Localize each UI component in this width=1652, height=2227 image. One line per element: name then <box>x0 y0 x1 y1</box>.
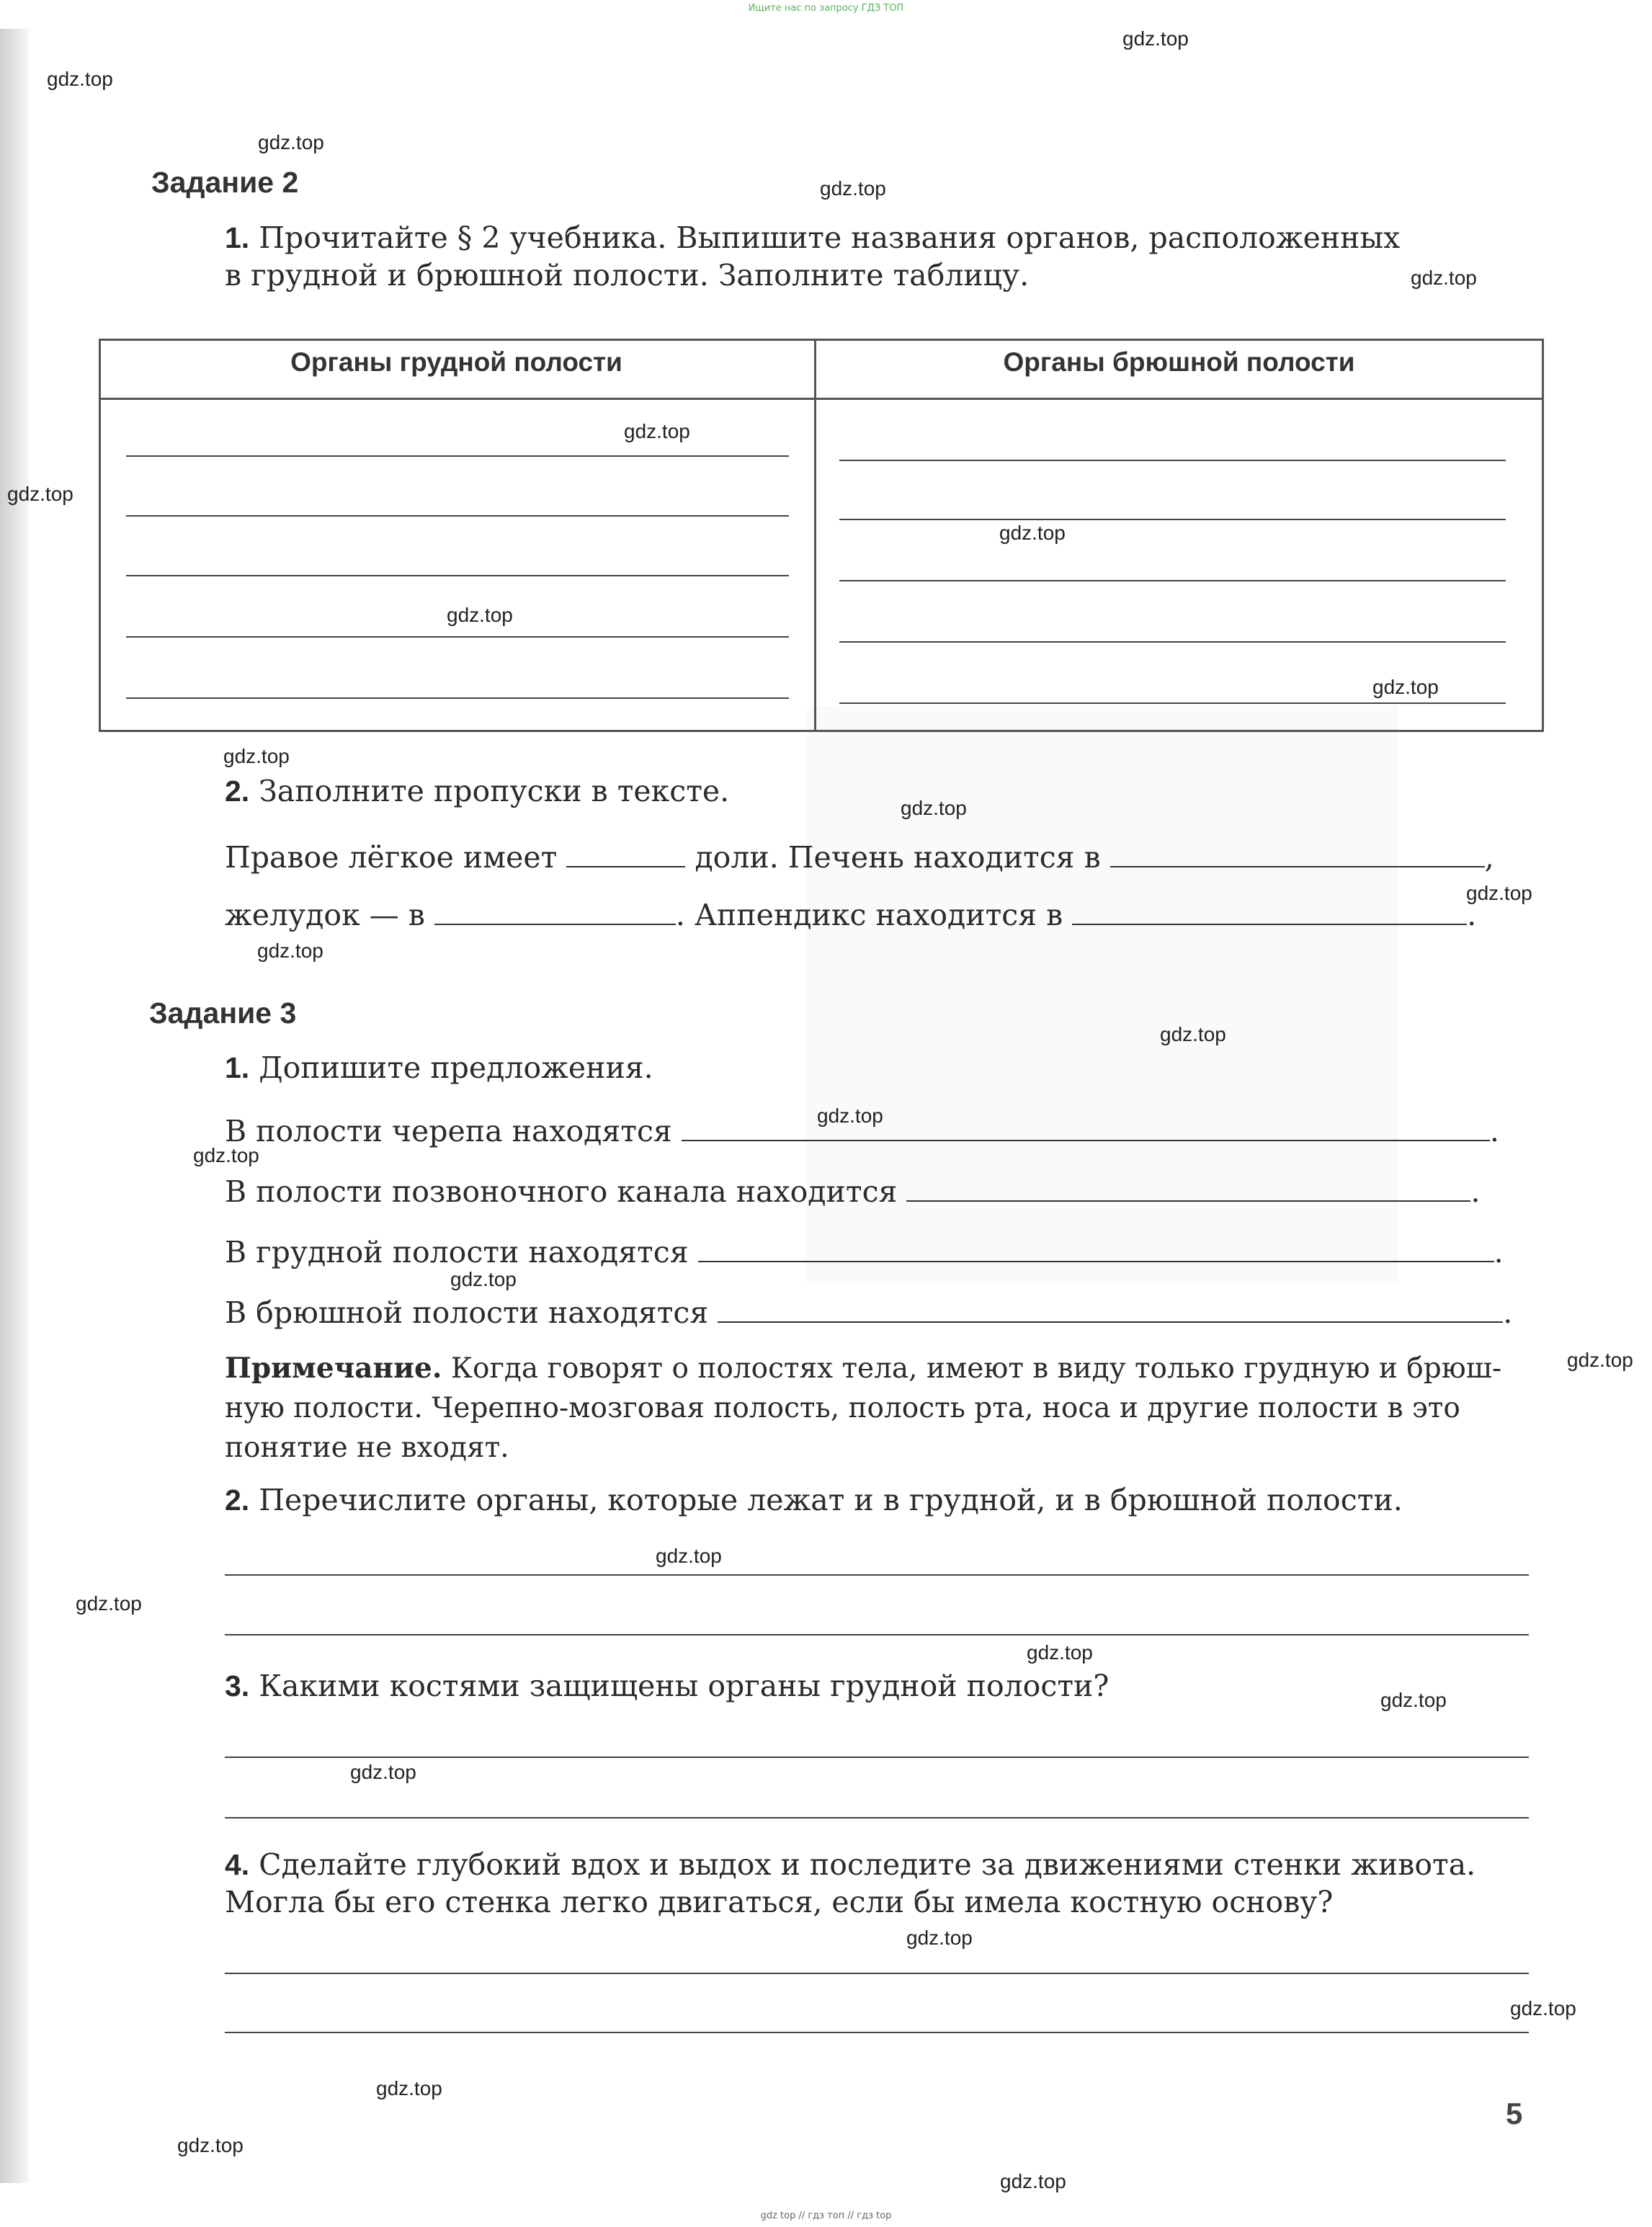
fill-text-a: Правое лёгкое имеет <box>225 840 558 875</box>
watermark: gdz.top <box>177 2134 244 2156</box>
page-number: 5 <box>1506 2097 1523 2130</box>
watermark: gdz.top <box>76 1592 142 1615</box>
answer-line[interactable] <box>225 1757 1529 1758</box>
table-column-divider <box>814 339 816 730</box>
watermark: gdz.top <box>1411 267 1477 289</box>
fill-blank[interactable] <box>718 1297 1503 1323</box>
sentence-dot: . <box>1503 1295 1513 1330</box>
sentence-chest <box>225 1236 1504 1267</box>
task3-q1-text: Допишите предложения. <box>259 1050 653 1085</box>
table-answer-line[interactable] <box>839 580 1506 581</box>
task2-q1-line1 <box>225 220 1401 255</box>
task3-q2-number: 2. <box>225 1483 250 1517</box>
watermark: gdz.top <box>817 1104 883 1127</box>
task3-q3-text: Какими костями защищены органы грудной полости? <box>259 1669 1109 1703</box>
task3-q4-line2: Могла бы его стенка легко двигаться, если бы имела костную основу? <box>225 1885 1334 1919</box>
note-text-1: Когда говорят о полостях тела, имеют в виду только грудную и брюш- <box>450 1352 1502 1385</box>
table-header-abdomen: Органы брюшной полости <box>1003 347 1355 377</box>
table-answer-line[interactable] <box>839 641 1506 643</box>
watermark: gdz.top <box>656 1545 722 1567</box>
note-line-1 <box>225 1352 1502 1385</box>
sentence-abdomen-text: В брюшной полости находятся <box>225 1295 709 1330</box>
table-answer-line[interactable] <box>126 697 789 699</box>
table-answer-line[interactable] <box>839 460 1506 461</box>
sentence-dot: . <box>1494 1235 1504 1269</box>
watermark: gdz.top <box>1000 2170 1066 2192</box>
sentence-skull-text: В полости черепа находятся <box>225 1114 672 1148</box>
table-header-chest: Органы грудной полости <box>290 347 622 377</box>
fill-blank[interactable] <box>566 842 685 867</box>
watermark: gdz.top <box>1567 1349 1633 1371</box>
fill-text-e: . Аппендикс находится в <box>675 898 1063 932</box>
fill-text-c: , <box>1484 840 1494 875</box>
watermark: gdz.top <box>901 797 967 819</box>
sentence-spinal-text: В полости позвоночного канала находится <box>225 1174 898 1209</box>
sentence-dot: . <box>1470 1174 1481 1209</box>
watermark: gdz.top <box>906 1927 973 1949</box>
watermark: gdz.top <box>193 1144 259 1166</box>
task2-q2-number: 2. <box>225 775 250 808</box>
note-line-2: ную полости. Черепно-мозговая полость, полость рта, носа и другие полости в это <box>225 1392 1460 1424</box>
watermark: gdz.top <box>624 420 690 442</box>
watermark: gdz.top <box>1372 676 1439 698</box>
watermark: gdz.top <box>1160 1023 1226 1045</box>
table-answer-line[interactable] <box>839 702 1506 704</box>
table-answer-line[interactable] <box>126 455 789 457</box>
fill-blank[interactable] <box>1072 899 1467 925</box>
task2-q1-number: 1. <box>225 221 250 254</box>
task3-q1-number: 1. <box>225 1051 250 1084</box>
fill-text-b: доли. Печень находится в <box>695 840 1101 875</box>
watermark: gdz.top <box>1380 1689 1447 1711</box>
fill-blank[interactable] <box>698 1236 1494 1262</box>
task3-q4-line1 <box>225 1847 1476 1882</box>
fill-blank[interactable] <box>1110 842 1485 867</box>
sentence-chest-text: В грудной полости находятся <box>225 1235 689 1269</box>
task2-q1-text-1: Прочитайте § 2 учебника. Выпишите названия органов, расположенных <box>259 220 1401 255</box>
top-banner: Ищите нас по запросу ГДЗ ТОП <box>748 3 904 14</box>
fill-text-f: . <box>1467 898 1477 932</box>
answer-line[interactable] <box>225 2032 1529 2033</box>
fill-blank[interactable] <box>682 1115 1490 1141</box>
sentence-abdomen <box>225 1297 1512 1328</box>
bottom-banner: gdz top // гдз топ // гдз top <box>760 2210 892 2221</box>
fill-text-d: желудок — в <box>225 898 425 932</box>
task2-q2 <box>225 774 730 808</box>
task2-q2-text: Заполните пропуски в тексте. <box>259 774 730 808</box>
task2-heading: Задание 2 <box>151 166 299 199</box>
task3-q1 <box>225 1050 653 1085</box>
fill-blank[interactable] <box>906 1176 1470 1202</box>
task3-heading: Задание 3 <box>149 996 297 1030</box>
table-answer-line[interactable] <box>126 515 789 517</box>
task3-q4-number: 4. <box>225 1848 250 1881</box>
watermark: gdz.top <box>257 940 323 962</box>
note-line-3: понятие не входят. <box>225 1432 509 1464</box>
table-answer-line[interactable] <box>126 636 789 638</box>
task3-q3-number: 3. <box>225 1669 250 1702</box>
watermark: gdz.top <box>447 604 513 626</box>
task2-q1-line2: в грудной и брюшной полости. Заполните таблицу. <box>225 258 1030 293</box>
watermark: gdz.top <box>47 68 113 90</box>
answer-line[interactable] <box>225 1574 1529 1576</box>
task3-q2-text: Перечислите органы, которые лежат и в грудной, и в брюшной полости. <box>259 1483 1403 1517</box>
table-answer-line[interactable] <box>126 575 789 576</box>
watermark: gdz.top <box>376 2077 442 2099</box>
note-title: Примечание. <box>225 1352 442 1385</box>
page-edge-shadow <box>0 29 29 2183</box>
watermark: gdz.top <box>223 745 290 767</box>
sentence-dot: . <box>1489 1114 1499 1148</box>
table-answer-line[interactable] <box>839 519 1506 520</box>
watermark: gdz.top <box>1510 1997 1576 2020</box>
watermark: gdz.top <box>258 131 324 153</box>
table-header-divider <box>99 398 1544 400</box>
watermark: gdz.top <box>350 1761 416 1783</box>
watermark: gdz.top <box>450 1268 517 1290</box>
watermark: gdz.top <box>1027 1641 1093 1664</box>
task3-q2 <box>225 1483 1403 1517</box>
watermark: gdz.top <box>999 522 1066 544</box>
task3-q4-text-1: Сделайте глубокий вдох и выдох и последите за движениями стенки живота. <box>259 1847 1476 1882</box>
answer-line[interactable] <box>225 1634 1529 1635</box>
fill-blank[interactable] <box>434 899 676 925</box>
fill-line-2 <box>225 899 1476 930</box>
task3-q3 <box>225 1669 1109 1703</box>
answer-line[interactable] <box>225 1817 1529 1818</box>
watermark: gdz.top <box>820 177 886 200</box>
sentence-spinal <box>225 1176 1480 1207</box>
watermark: gdz.top <box>7 483 73 505</box>
fill-line-1 <box>225 840 1494 875</box>
watermark: gdz.top <box>1122 27 1189 50</box>
answer-line[interactable] <box>225 1973 1529 1974</box>
watermark: gdz.top <box>1466 882 1532 904</box>
